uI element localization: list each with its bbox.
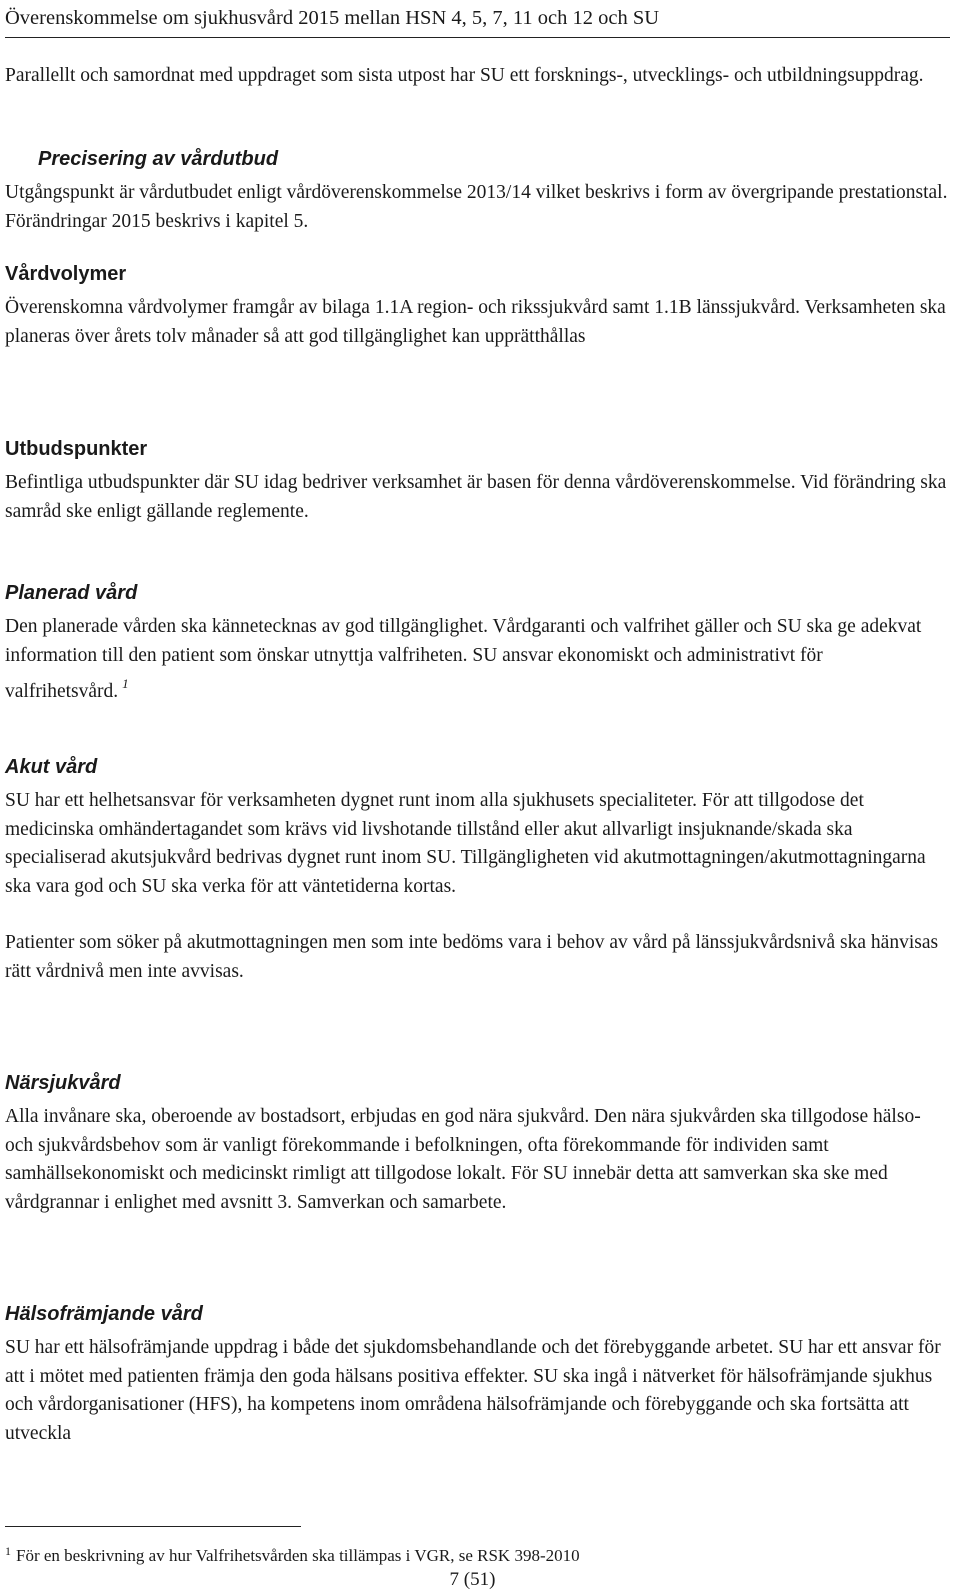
heading-narsjukvard: Närsjukvård [5, 1072, 121, 1094]
text-akut-2: Patienter som söker på akutmottagningen men som inte bedöms vara i behov av vård på länssjukvårdsnivå ska hänvisas rätt vårdnivå men inte avvisas. [5, 932, 939, 982]
text-akut-1: SU har ett helhetsansvar för verksamheten dygnet runt inom alla sjukhusets specialiteter. För att tillgodose det medicinska omhändertagandet som krävs vid livshotande tillstånd eller akut allvarligt insjuknande/skada ska specialiserad akutsjukvård bedrivas dygnet runt inom SU. Tillgängligheten vid akutmottagningen/akutmottagningarna ska vara god och SU ska verka för att väntetiderna kortas. [5, 790, 926, 897]
section-vardvolymer [5, 261, 950, 351]
heading-vardvolymer: Vårdvolymer [5, 263, 127, 285]
text-halsofrämjande: SU har ett hälsofrämjande uppdrag i både det sjukdomsbehandlande och det förebyggande arbetet. SU har ett ansvar för att i mötet med patienten främja den goda hälsans positiva effekter. SU ska ingå i nätverket för hälsofrämjande sjukhus och vårdorganisationer (HFS), ha kompetens inom områdena hälsofrämjande och förebyggande och ska fortsätta att utveckla [5, 1337, 941, 1444]
text-utbudspunkter: Befintliga utbudspunkter där SU idag bedriver verksamhet är basen för denna vårdöverenskommelse. Vid förändring ska samråd ske enligt gällande reglemente. [5, 472, 947, 522]
section-narsjukvard [5, 1070, 950, 1217]
page-header [5, 4, 950, 38]
heading-akut: Akut vård [5, 756, 98, 778]
page-number: 7 (51) [449, 1569, 496, 1590]
footnote-text: För en beskrivning av hur Valfrihetsvården ska tillämpas i VGR, se RSK 398-2010 [16, 1546, 580, 1565]
text-narsjukvard: Alla invånare ska, oberoende av bostadsort, erbjudas en god nära sjukvård. Den nära sjukvården ska tillgodose hälso- och sjukvårdsbehov som är vanligt förekommande i befolkningen, ofta förekommande för individen samt samhällsekonomiskt och medicinskt rimligt att tillgodose lokalt. För SU innebär detta att samverkan ska ske med vårdgrannar i enlighet med avsnitt 3. Samverkan och samarbete. [5, 1106, 921, 1213]
footnote-divider [5, 1526, 301, 1527]
heading-planerad: Planerad vård [5, 582, 138, 604]
text-precisering: Utgångspunkt är vårdutbudet enligt vårdöverenskommelse 2013/14 vilket beskrivs i form av övergripande prestationstal. Förändringar 2015 beskrivs i kapitel 5. [5, 182, 948, 232]
section-akut [5, 754, 950, 987]
intro-text: Parallellt och samordnat med uppdraget som sista utpost har SU ett forsknings-, utvecklings- och utbildningsuppdrag. [5, 65, 924, 86]
section-utbudspunkter [5, 436, 950, 526]
footnote-number: 1 [5, 1544, 11, 1558]
text-planerad: Den planerade vården ska kännetecknas av god tillgänglighet. Vårdgaranti och valfrihet gäller och SU ska ge adekvat information till den patient som önskar utnyttja valfriheten. SU ansvar ekonomiskt och administrativt för valfrihetsvård. [5, 616, 922, 703]
section-precisering [5, 146, 950, 236]
heading-halsofrämjande: Hälsofrämjande vård [5, 1303, 203, 1325]
section-planerad [5, 580, 950, 707]
footnote [5, 1540, 580, 1567]
heading-utbudspunkter: Utbudspunkter [5, 438, 148, 460]
document-title: Överenskommelse om sjukhusvård 2015 mellan HSN 4, 5, 7, 11 och 12 och SU [5, 7, 660, 29]
heading-precisering: Precisering av vårdutbud [38, 148, 279, 170]
section-halsofrämjande [5, 1301, 950, 1448]
text-vardvolymer: Överenskomna vårdvolymer framgår av bilaga 1.1A region- och rikssjukvård samt 1.1B länssjukvård. Verksamheten ska planeras över årets tolv månader så att god tillgänglighet kan upprätthållas [5, 297, 946, 347]
intro-paragraph [5, 62, 950, 91]
footnote-ref: 1 [122, 676, 129, 692]
